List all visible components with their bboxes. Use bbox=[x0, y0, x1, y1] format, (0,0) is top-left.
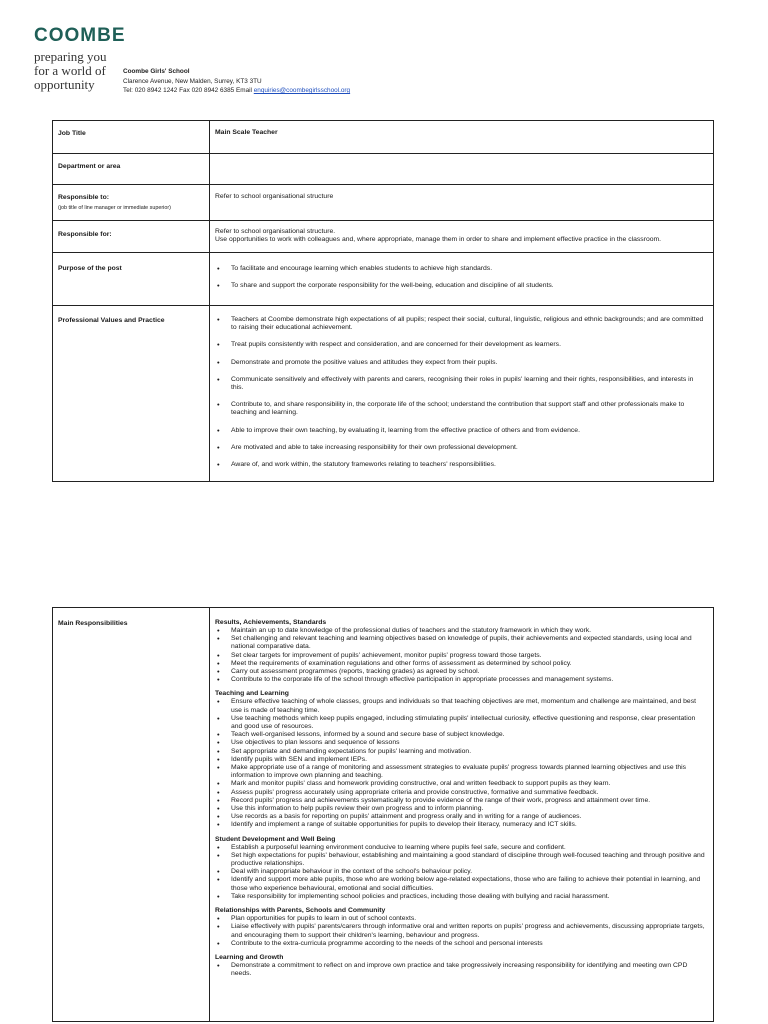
row-main-responsibilities bbox=[53, 608, 714, 1022]
responsible-for-line1: Refer to school organisational structure. bbox=[215, 228, 336, 235]
list-item: • Meet the requirements of examination regulations and other forms of assessment as determined by school policy. bbox=[215, 660, 707, 668]
school-name: Coombe Girls' School bbox=[123, 68, 190, 75]
school-logo bbox=[34, 25, 126, 92]
section-list bbox=[215, 844, 707, 901]
list-item: • Make appropriate use of a range of monitoring and assessment strategies to evaluate pupils' progress towards planned learning objectives and use this information to improve own planning and teaching. bbox=[215, 764, 707, 780]
row-job-title bbox=[53, 121, 714, 154]
job-title-label: Job Title bbox=[53, 121, 210, 154]
list-item: • Assess pupils' progress accurately using appropriate criteria and provide constructive, formative and summative feedback. bbox=[215, 789, 707, 797]
section-list bbox=[215, 962, 707, 978]
contact-block bbox=[123, 67, 350, 96]
list-item: • Establish a purposeful learning environment conducive to learning where pupils feel safe, secure and confident. bbox=[215, 844, 707, 852]
list-item: • Contribute to, and share responsibility in, the corporate life of the school; understand the contribution that support staff and other professionals make to teaching and learning. bbox=[215, 401, 707, 417]
row-responsible-to bbox=[53, 185, 714, 221]
row-values bbox=[53, 306, 714, 482]
main-responsibilities-label: Main Responsibilities bbox=[53, 608, 210, 1022]
list-item: • Aware of, and work within, the statutory frameworks relating to teachers' responsibilities. bbox=[215, 461, 707, 469]
section-heading: Student Development and Well Being bbox=[215, 835, 336, 843]
list-item: • Mark and monitor pupils' class and homework providing constructive, oral and written feedback to support pupils as they learn. bbox=[215, 780, 707, 788]
responsibility-section bbox=[215, 618, 707, 684]
list-item: • Teachers at Coombe demonstrate high expectations of all pupils; respect their social, cultural, linguistic, religious and ethnic backgrounds; and are committed to raising their educational achievement. bbox=[215, 316, 707, 332]
list-item: • Communicate sensitively and effectively with parents and carers, recognising their roles in pupils' learning and their rights, responsibilities, and interests in this. bbox=[215, 376, 707, 392]
section-list bbox=[215, 698, 707, 829]
list-item: • Identify and implement a range of suitable opportunities for pupils to develop their literacy, numeracy and ICT skills. bbox=[215, 821, 707, 829]
purpose-list bbox=[215, 265, 707, 290]
values-label: Professional Values and Practice bbox=[53, 306, 210, 482]
tel-fax-text: Tel: 020 8942 1242 Fax 020 8942 6385 Email bbox=[123, 87, 254, 94]
list-item: • Contribute to the corporate life of the school through effective participation in appropriate processes and management systems. bbox=[215, 676, 707, 684]
list-item: • Set high expectations for pupils' behaviour, establishing and maintaining a good standard of discipline through well-focused teaching and through positive and productive relationships. bbox=[215, 852, 707, 868]
list-item: • Identify pupils with SEN and implement IEPs. bbox=[215, 756, 707, 764]
list-item: • Use records as a basis for reporting on pupils' attainment and progress orally and in writing for a range of audiences. bbox=[215, 813, 707, 821]
list-item: • Are motivated and able to take increasing responsibility for their own professional development. bbox=[215, 444, 707, 452]
values-value bbox=[210, 306, 714, 482]
section-list bbox=[215, 627, 707, 684]
logo-tagline: preparing you for a world of opportunity bbox=[34, 49, 107, 92]
job-title-value: Main Scale Teacher bbox=[210, 121, 714, 154]
list-item: • Use objectives to plan lessons and sequence of lessons bbox=[215, 739, 707, 747]
list-item: • Liaise effectively with pupils' parents/carers through informative oral and written reports on pupils' progress and achievements, discussing appropriate targets, and encouraging them to support their children's learning, behaviour and progress. bbox=[215, 923, 707, 939]
list-item: • Plan opportunities for pupils to learn in out of school contexts. bbox=[215, 915, 707, 923]
responsibility-section bbox=[215, 689, 707, 829]
values-list bbox=[215, 316, 707, 469]
responsible-for-line2: Use opportunities to work with colleagues and, where appropriate, manage them in order to share and implement effective practice in the classroom. bbox=[215, 236, 662, 244]
list-item: • Able to improve their own teaching, by evaluating it, learning from the effective practice of others and from evidence. bbox=[215, 427, 707, 435]
list-item: • Carry out assessment programmes (reports, tracking grades) as agreed by school. bbox=[215, 668, 707, 676]
list-item: • Identify and support more able pupils, those who are working below age-related expectations, those who are failing to achieve their potential in learning, and those who experience behavioural, emotional and social difficulties. bbox=[215, 876, 707, 892]
section-heading: Results, Achievements, Standards bbox=[215, 619, 327, 626]
list-item: • To share and support the corporate responsibility for the well-being, education and discipline of all students. bbox=[215, 282, 707, 290]
main-responsibilities-value bbox=[210, 608, 714, 1022]
list-item: • Set appropriate and demanding expectations for pupils' learning and motivation. bbox=[215, 748, 707, 756]
department-label: Department or area bbox=[53, 154, 210, 185]
section-heading: Teaching and Learning bbox=[215, 690, 289, 698]
list-item: • Record pupils' progress and achievements systematically to provide evidence of the range of their work, progress and attainment over time. bbox=[215, 797, 707, 805]
section-heading: Relationships with Parents, Schools and Community bbox=[215, 907, 386, 915]
list-item: • Maintain an up to date knowledge of the professional duties of teachers and the statutory framework in which they work. bbox=[215, 627, 707, 635]
purpose-label: Purpose of the post bbox=[53, 253, 210, 306]
responsible-for-value bbox=[210, 221, 714, 253]
contact-line bbox=[123, 86, 350, 96]
list-item: • Treat pupils consistently with respect and consideration, and are concerned for their development as learners. bbox=[215, 341, 707, 349]
list-item: • Take responsibility for implementing school policies and practices, including those dealing with bullying and racial harassment. bbox=[215, 893, 707, 901]
responsibilities-table bbox=[52, 607, 714, 1022]
school-address: Clarence Avenue, New Malden, Surrey, KT3 3TU bbox=[123, 77, 262, 85]
responsibility-section bbox=[215, 906, 707, 948]
responsible-to-value: Refer to school organisational structure bbox=[210, 185, 714, 221]
section-heading: Learning and Growth bbox=[215, 953, 284, 961]
list-item: • Teach well-organised lessons, informed by a sound and secure base of subject knowledge. bbox=[215, 731, 707, 739]
logo-wordmark: COOMBE bbox=[34, 25, 126, 46]
list-item: • Use teaching methods which keep pupils engaged, including stimulating pupils' intellectual curiosity, effective questioning and response, clear presentation and good use of resources. bbox=[215, 715, 707, 731]
list-item: • Deal with inappropriate behaviour in the context of the school's behaviour policy. bbox=[215, 868, 707, 876]
email-link[interactable]: enquiries@coombegirlsschool.org bbox=[253, 87, 351, 94]
list-item: • Use this information to help pupils review their own progress and to inform planning. bbox=[215, 805, 707, 813]
purpose-value bbox=[210, 253, 714, 306]
responsibility-section bbox=[215, 953, 707, 978]
responsibility-section bbox=[215, 835, 707, 901]
responsible-to-sub: (job title of line manager or immediate superior) bbox=[58, 205, 171, 212]
job-details-table bbox=[52, 120, 714, 482]
list-item: • To facilitate and encourage learning which enables students to achieve high standards. bbox=[215, 265, 707, 273]
responsible-to-label: Responsible to: bbox=[58, 194, 109, 201]
row-responsible-for bbox=[53, 221, 714, 253]
section-list bbox=[215, 915, 707, 948]
list-item: • Set clear targets for improvement of pupils' achievement, monitor pupils' progress toward those targets. bbox=[215, 652, 707, 660]
row-purpose bbox=[53, 253, 714, 306]
department-value bbox=[210, 154, 714, 185]
list-item: • Demonstrate and promote the positive values and attitudes they expect from their pupils. bbox=[215, 359, 707, 367]
responsible-for-label: Responsible for: bbox=[53, 221, 210, 253]
responsible-to-cell bbox=[53, 185, 210, 221]
list-item: • Contribute to the extra-curricula programme according to the needs of the school and personal interests bbox=[215, 940, 707, 948]
list-item: • Ensure effective teaching of whole classes, groups and individuals so that teaching objectives are met, momentum and challenge are maintained, and best use is made of teaching time. bbox=[215, 698, 707, 714]
row-department bbox=[53, 154, 714, 185]
list-item: • Demonstrate a commitment to reflect on and improve own practice and take progressively increasing responsibility for identifying and meeting own CPD needs. bbox=[215, 962, 707, 978]
list-item: • Set challenging and relevant teaching and learning objectives based on knowledge of pupils, their achievements and expected standards, using local and national comparative data. bbox=[215, 635, 707, 651]
